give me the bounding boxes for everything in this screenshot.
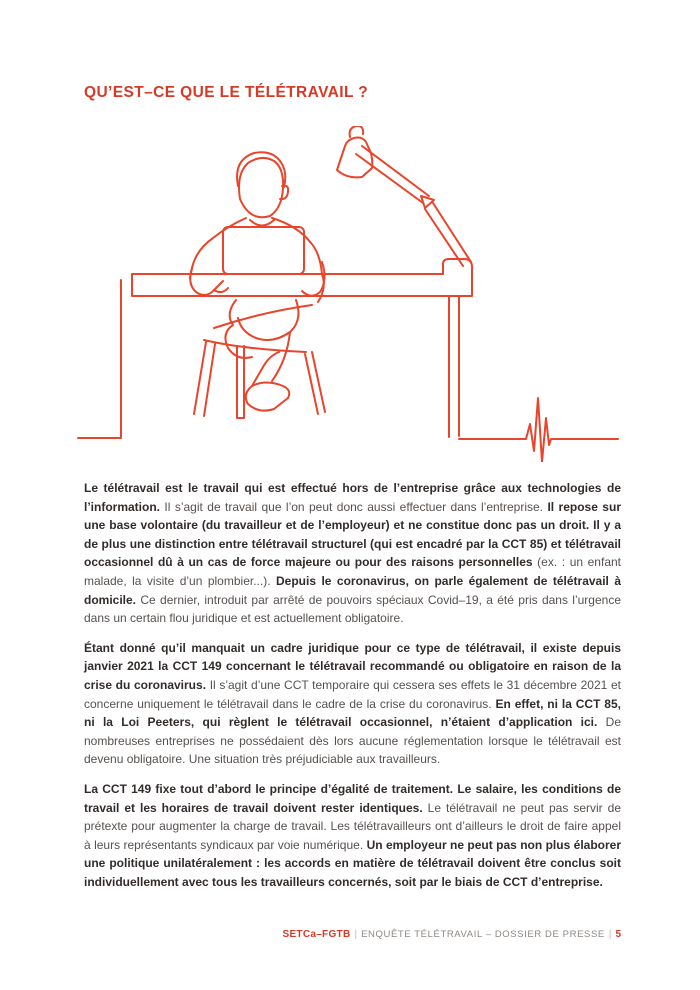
footer-org: SETCa–FGTB bbox=[282, 929, 351, 940]
page-footer bbox=[84, 928, 621, 942]
footer-separator: | bbox=[354, 929, 358, 940]
text-segment: Il s’agit de travail que l’on peut donc aussi effectuer dans l’entreprise. bbox=[160, 499, 548, 514]
paragraph-3 bbox=[84, 780, 621, 892]
text-segment: Il s’agit d’une CCT temporaire qui cessera ses effets le 31 décembre 2021 et concerne uniquement le télétravail dans le cadre de la crise du coronavirus. bbox=[84, 677, 621, 711]
text-segment: Ce dernier, introduit par arrêté de pouvoirs spéciaux Covid–19, a été pris dans l’urgence dans un certain flou juridique et est actuellement obligatoire. bbox=[84, 592, 621, 626]
text-segment: Depuis le coronavirus, on parle également de télétravail à domicile. bbox=[84, 573, 621, 607]
paragraph-2 bbox=[84, 639, 621, 769]
footer-page-number: 5 bbox=[615, 929, 621, 940]
teleworker-illustration bbox=[70, 126, 626, 462]
text-segment: Il repose sur une base volontaire (du travailleur et de l’employeur) et ne constitue donc pas un droit. Il y a de plus une distinction entre télétravail structurel (qui est encadré par la CCT 85) et télétravail occasionnel dû à un cas de force majeure ou pour des raisons personnelles bbox=[84, 499, 621, 570]
teleworker-line-art-svg bbox=[70, 126, 626, 462]
text-segment: Le télétravail ne peut pas servir de prétexte pour augmenter la charge de travail. Les télétravailleurs ont d’ailleurs le droit de faire appel à leurs représentants syndicaux par voie numérique. bbox=[84, 800, 621, 852]
body-text bbox=[84, 479, 621, 902]
paragraph-1 bbox=[84, 479, 621, 628]
text-segment: (ex. : un enfant malade, la visite d’un plombier...). bbox=[84, 555, 621, 588]
text-segment: La CCT 149 fixe tout d’abord le principe d’égalité de traitement. Le salaire, les conditions de travail et les horaires de travail doivent rester identiques. bbox=[84, 781, 621, 815]
footer-doc-title: ENQUÊTE TÉLÉTRAVAIL – DOSSIER DE PRESSE bbox=[361, 929, 605, 940]
footer-separator: | bbox=[608, 929, 612, 940]
text-segment: Le télétravail est le travail qui est effectué hors de l’entreprise grâce aux technologies de l’information. bbox=[84, 481, 621, 514]
text-segment: Un employeur ne peut pas non plus élaborer une politique unilatéralement : les accords en matière de télétravail doivent être conclus soit individuellement avec tous les travailleurs concernés, soit par le biais de CCT d’entreprise. bbox=[84, 837, 622, 889]
text-segment: De nombreuses entreprises ne possédaient dès lors aucune réglementation lorsque le télétravail est devenu obligatoire. Une situation très préjudiciable aux travailleurs. bbox=[84, 715, 621, 767]
text-segment: Étant donné qu’il manquait un cadre juridique pour ce type de télétravail, il existe depuis janvier 2021 la CCT 149 concernant le télétravail recommandé ou obligatoire en raison de la crise du coronavirus. bbox=[84, 640, 621, 692]
page-title: QU’EST–CE QUE LE TÉLÉTRAVAIL ? bbox=[84, 84, 369, 101]
text-segment: En effet, ni la CCT 85, ni la Loi Peeters, qui règlent le télétravail occasionnel, n’étaient d’application ici. bbox=[84, 696, 621, 730]
